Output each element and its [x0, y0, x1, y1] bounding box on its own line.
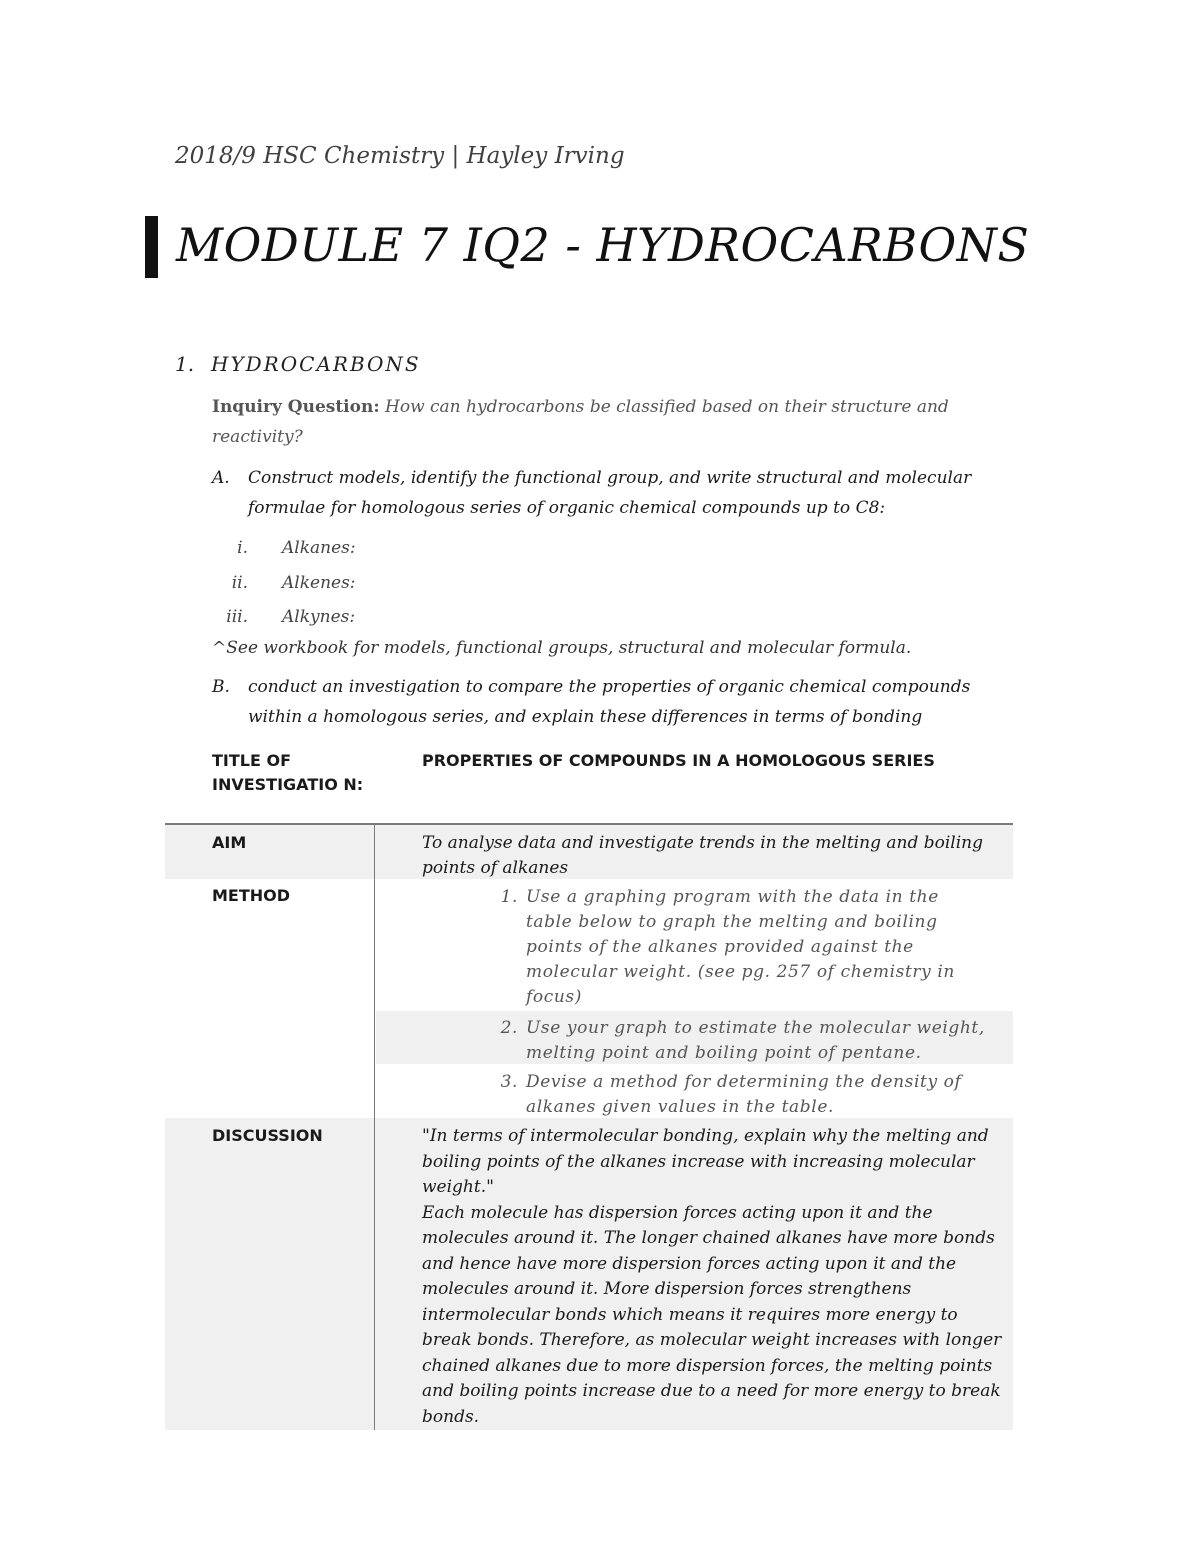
sub-item-marker: ii.	[231, 573, 248, 593]
page-title: MODULE 7 IQ2 - HYDROCARBONS	[176, 218, 1030, 272]
method-step-number: 1.	[500, 887, 518, 907]
title-accent-bar	[145, 216, 158, 278]
section-heading	[175, 352, 421, 376]
aim-value: To analyse data and investigate trends in the melting and boiling points of alkanes	[422, 833, 983, 878]
outcome-b-text: conduct an investigation to compare the properties of organic chemical compounds within a homologous series, and explain these differences in terms of bonding	[248, 677, 971, 727]
outcome-b	[212, 672, 1012, 734]
section-number: 1.	[175, 352, 195, 376]
inquiry-question	[212, 392, 1002, 452]
inquiry-text: How can hydrocarbons be classified based on their structure and reactivity?	[212, 397, 949, 447]
method-label: METHOD	[212, 886, 291, 905]
inquiry-label: Inquiry Question:	[212, 397, 380, 417]
outcome-a	[212, 463, 1012, 525]
document-header: 2018/9 HSC Chemistry | Hayley Irving	[175, 143, 625, 169]
sub-item-label: Alkenes:	[282, 573, 356, 593]
outcome-a-marker: A.	[212, 468, 230, 488]
discussion-body	[422, 1124, 1007, 1430]
outcome-a-text: Construct models, identify the functional group, and write structural and molecular formulae for homologous series of organic chemical compounds up to C8:	[248, 468, 972, 518]
method-step-text: Use your graph to estimate the molecular weight, melting point and boiling point of pentane.	[526, 1018, 985, 1063]
table-title-value: PROPERTIES OF COMPOUNDS IN A HOMOLOGOUS SERIES	[422, 751, 935, 770]
method-step-text: Devise a method for determining the density of alkanes given values in the table.	[526, 1072, 962, 1117]
workbook-note: ^See workbook for models, functional groups, structural and molecular formula.	[212, 638, 912, 658]
method-step-number: 2.	[500, 1018, 518, 1038]
sub-item-label: Alkanes:	[282, 538, 356, 558]
discussion-label: DISCUSSION	[212, 1126, 323, 1145]
discussion-answer: Each molecule has dispersion forces acting upon it and the molecules around it. The longer chained alkanes have more bonds and hence have more dispersion forces acting upon it and the molecules around it. More dispersion forces strengthens intermolecular bonds which means it requires more energy to break bonds. Therefore, as molecular weight increases with longer chained alkanes due to more dispersion forces, the melting points and boiling points increase due to a need for more energy to break bonds.	[422, 1202, 1002, 1427]
outcome-b-marker: B.	[212, 677, 230, 697]
table-column-divider	[374, 825, 375, 1430]
table-title-label: TITLE OF INVESTIGATIO N:	[212, 751, 364, 794]
sub-item-label: Alkynes:	[282, 607, 356, 627]
method-step-text: Use a graphing program with the data in the table below to graph the melting and boiling points of the alkanes provided against the molecular weight. (see pg. 257 of chemistry in focus)	[526, 887, 955, 1007]
discussion-question: "In terms of intermolecular bonding, explain why the melting and boiling points of the alkanes increase with increasing molecular weight."	[422, 1126, 989, 1197]
aim-label: AIM	[212, 833, 247, 852]
method-step-number: 3.	[500, 1072, 518, 1092]
sub-item-marker: i.	[237, 538, 248, 558]
section-heading-text: HYDROCARBONS	[211, 352, 421, 376]
sub-item-marker: iii.	[226, 607, 248, 627]
